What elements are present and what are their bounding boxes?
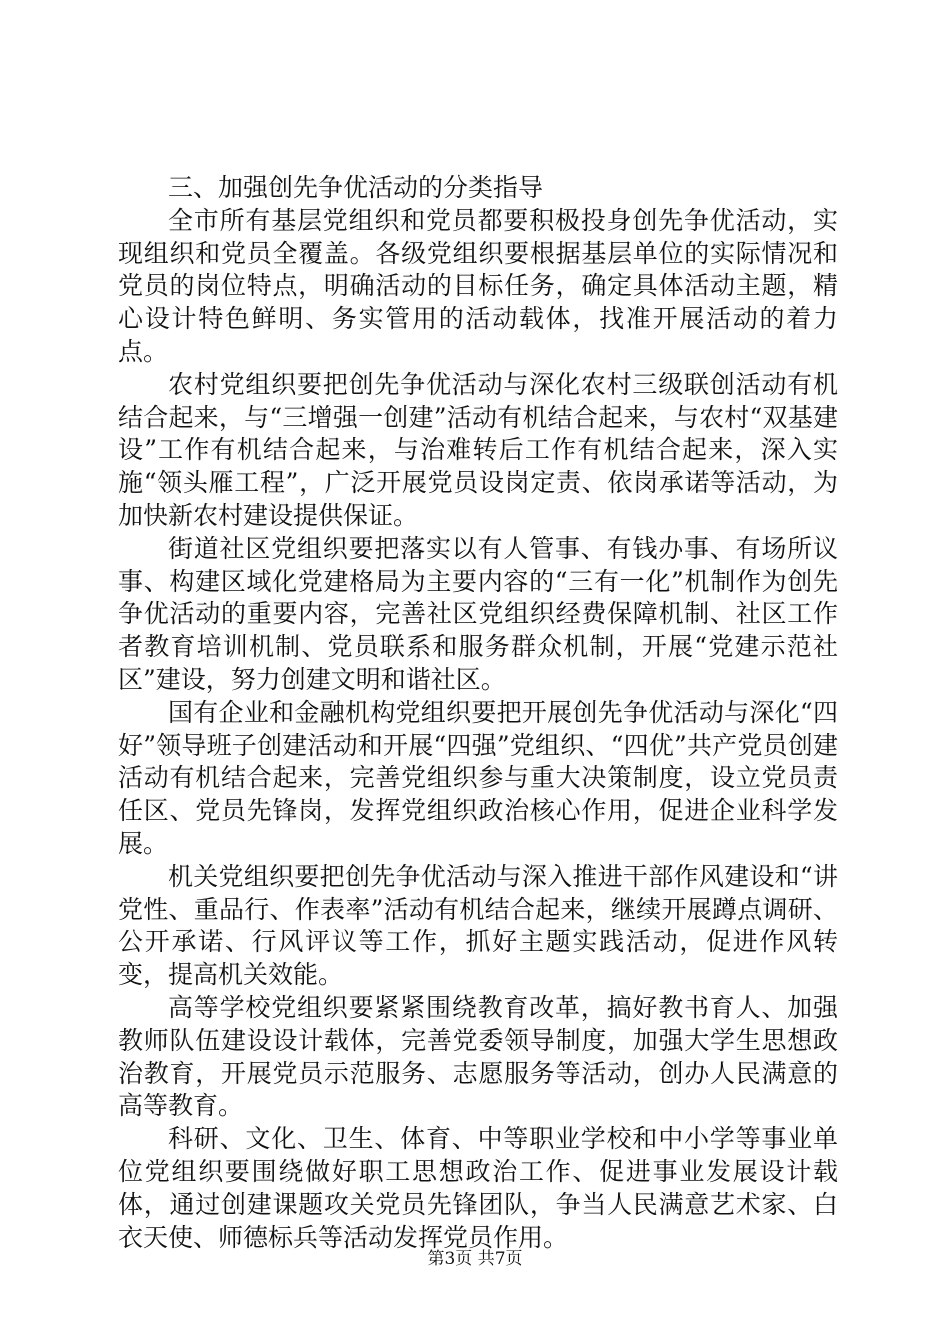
paragraph-1: 全市所有基层党组织和党员都要积极投身创先争优活动，实现组织和党员全覆盖。各级党组织要根据基层单位的实际情况和党员的岗位特点，明确活动的目标任务，确定具体活动主题，精心设计特色鲜明、务实管用的活动载体，找准开展活动的着力点。 [118,205,838,366]
paragraph-5: 机关党组织要把创先争优活动与深入推进干部作风建设和“讲党性、重品行、作表率”活动有机结合起来，继续开展蹲点调研、公开承诺、行风评议等工作，抓好主题实践活动，促进作风转变，提高机关效能。 [118,861,838,990]
paragraph-4: 国有企业和金融机构党组织要把开展创先争优活动与深化“四好”领导班子创建活动和开展“四强”党组织、“四优”共产党员创建活动有机结合起来，完善党组织参与重大决策制度，设立党员责任区、党员先锋岗，发挥党组织政治核心作用，促进企业科学发展。 [118,697,838,858]
paragraph-3: 街道社区党组织要把落实以有人管事、有钱办事、有场所议事、构建区域化党建格局为主要内容的“三有一化”机制作为创先争优活动的重要内容，完善社区党组织经费保障机制、社区工作者教育培训机制、党员联系和服务群众机制，开展“党建示范社区”建设，努力创建文明和谐社区。 [118,533,838,694]
page-number-footer: 第3页 共7页 [427,1249,523,1269]
paragraph-2: 农村党组织要把创先争优活动与深化农村三级联创活动有机结合起来，与“三增强一创建”活动有机结合起来，与农村“双基建设”工作有机结合起来，与治难转后工作有机结合起来，深入实施“领头雁工程”，广泛开展党员设岗定责、依岗承诺等活动，为加快新农村建设提供保证。 [118,369,838,530]
document-body [118,172,838,1254]
paragraph-7: 科研、文化、卫生、体育、中等职业学校和中小学等事业单位党组织要围绕做好职工思想政治工作、促进事业发展设计载体，通过创建课题攻关党员先锋团队，争当人民满意艺术家、白衣天使、师德标兵等活动发挥党员作用。 [118,1124,838,1252]
paragraph-6: 高等学校党组织要紧紧围绕教育改革，搞好教书育人、加强教师队伍建设设计载体，完善党委领导制度，加强大学生思想政治教育，开展党员示范服务、志愿服务等活动，创办人民满意的高等教育。 [118,992,838,1121]
section-heading: 三、加强创先争优活动的分类指导 [168,173,544,202]
